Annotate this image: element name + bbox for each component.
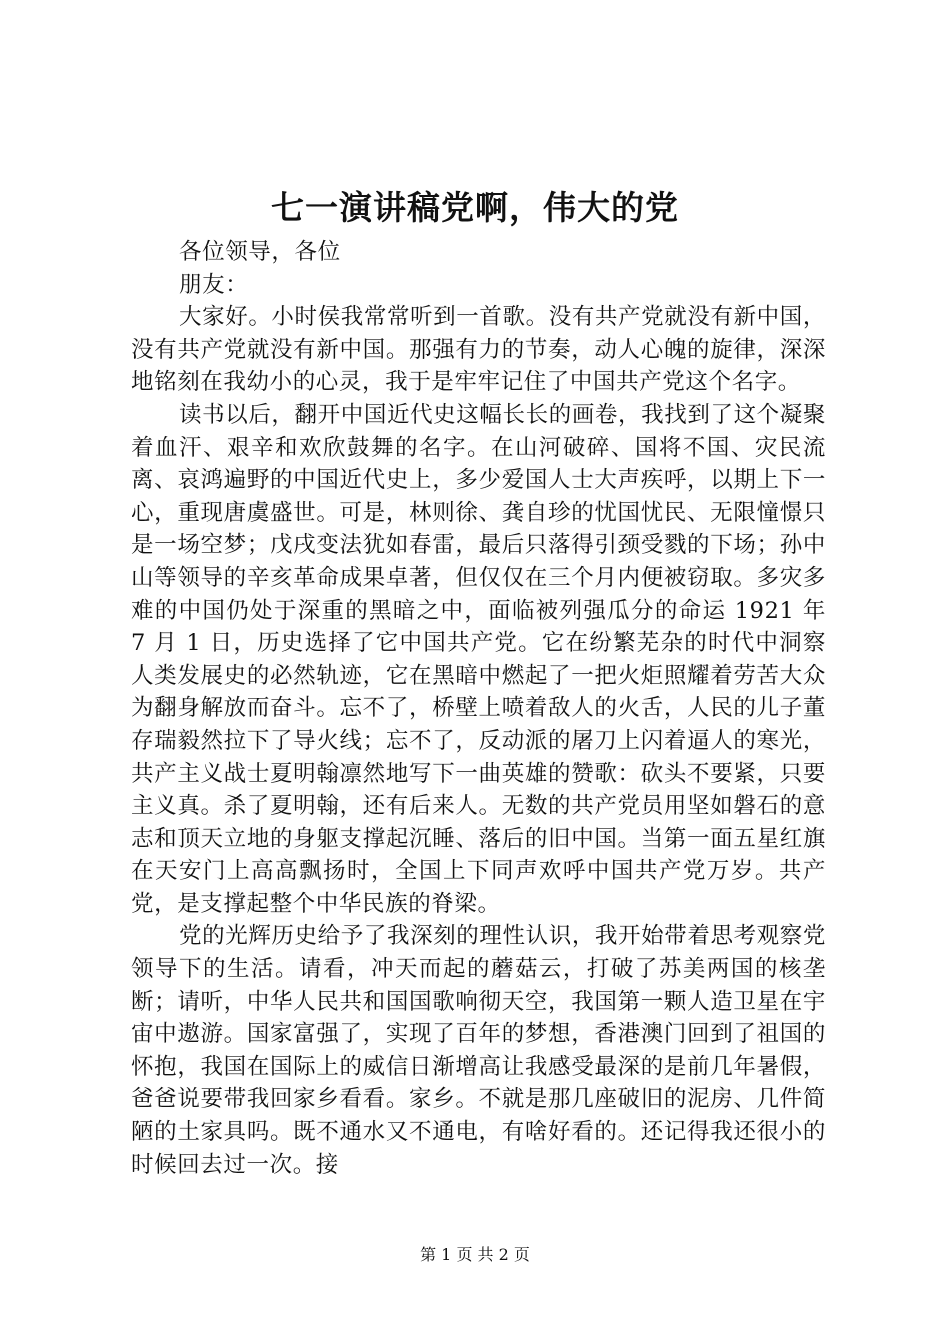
page-footer: 第 1 页 共 2 页	[420, 1245, 530, 1264]
page-title: 七一演讲稿党啊，伟大的党	[271, 188, 679, 227]
document-body	[131, 236, 826, 1181]
greeting-line-1: 各位领导，各位	[179, 239, 341, 265]
paragraph-3: 党的光辉历史给予了我深刻的理性认识，我开始带着思考观察党领导下的生活。请看，冲天而起的蘑菇云，打破了苏美两国的核垄断；请听，中华人民共和国国歌响彻天空，我国第一颗人造卫星在宇宙中遨游。国家富强了，实现了百年的梦想，香港澳门回到了祖国的怀抱，我国在国际上的威信日渐增高让我感受最深的是前几年暑假，爸爸说要带我回家乡看看。家乡。不就是那几座破旧的泥房、几件简陋的土家具吗。既不通水又不通电，有啥好看的。还记得我还很小的时候回去过一次。接	[131, 923, 826, 1178]
greeting-line-2: 朋友：	[179, 271, 249, 298]
paragraph-2: 读书以后，翻开中国近代史这幅长长的画卷，我找到了这个凝聚着血汗、艰辛和欢欣鼓舞的名字。在山河破碎、国将不国、灾民流离、哀鸿遍野的中国近代史上，多少爱国人士大声疾呼，以期上下一心，重现唐虞盛世。可是，林则徐、龚自珍的忧国忧民、无限憧憬只是一场空梦；戊戌变法犹如春雷，最后只落得引颈受戮的下场；孙中山等领导的辛亥革命成果卓著，但仅仅在三个月内便被窃取。多灾多难的中国仍处于深重的黑暗之中，面临被列强瓜分的命运 1921 年 7 月 1 日，历史选择了它中国共产党。它在纷繁芜杂的时代中洞察人类发展史的必然轨迹，它在黑暗中燃起了一把火炬照耀着劳苦大众为翻身解放而奋斗。忘不了，桥壁上喷着敌人的火舌，人民的儿子董存瑞毅然拉下了导火线；忘不了，反动派的屠刀上闪着逼人的寒光，共产主义战士夏明翰凛然地写下一曲英雄的赞歌：砍头不要紧，只要主义真。杀了夏明翰，还有后来人。无数的共产党员用坚如磐石的意志和顶天立地的身躯支撑起沉睡、落后的旧中国。当第一面五星红旗在天安门上高高飘扬时，全国上下同声欢呼中国共产党万岁。共产党，是支撑起整个中华民族的脊梁。	[131, 401, 826, 917]
paragraph-1: 大家好。小时侯我常常听到一首歌。没有共产党就没有新中国，没有共产党就没有新中国。那强有力的节奏，动人心魄的旋律，深深地铭刻在我幼小的心灵，我于是牢牢记住了中国共产党这个名字。	[131, 304, 826, 396]
